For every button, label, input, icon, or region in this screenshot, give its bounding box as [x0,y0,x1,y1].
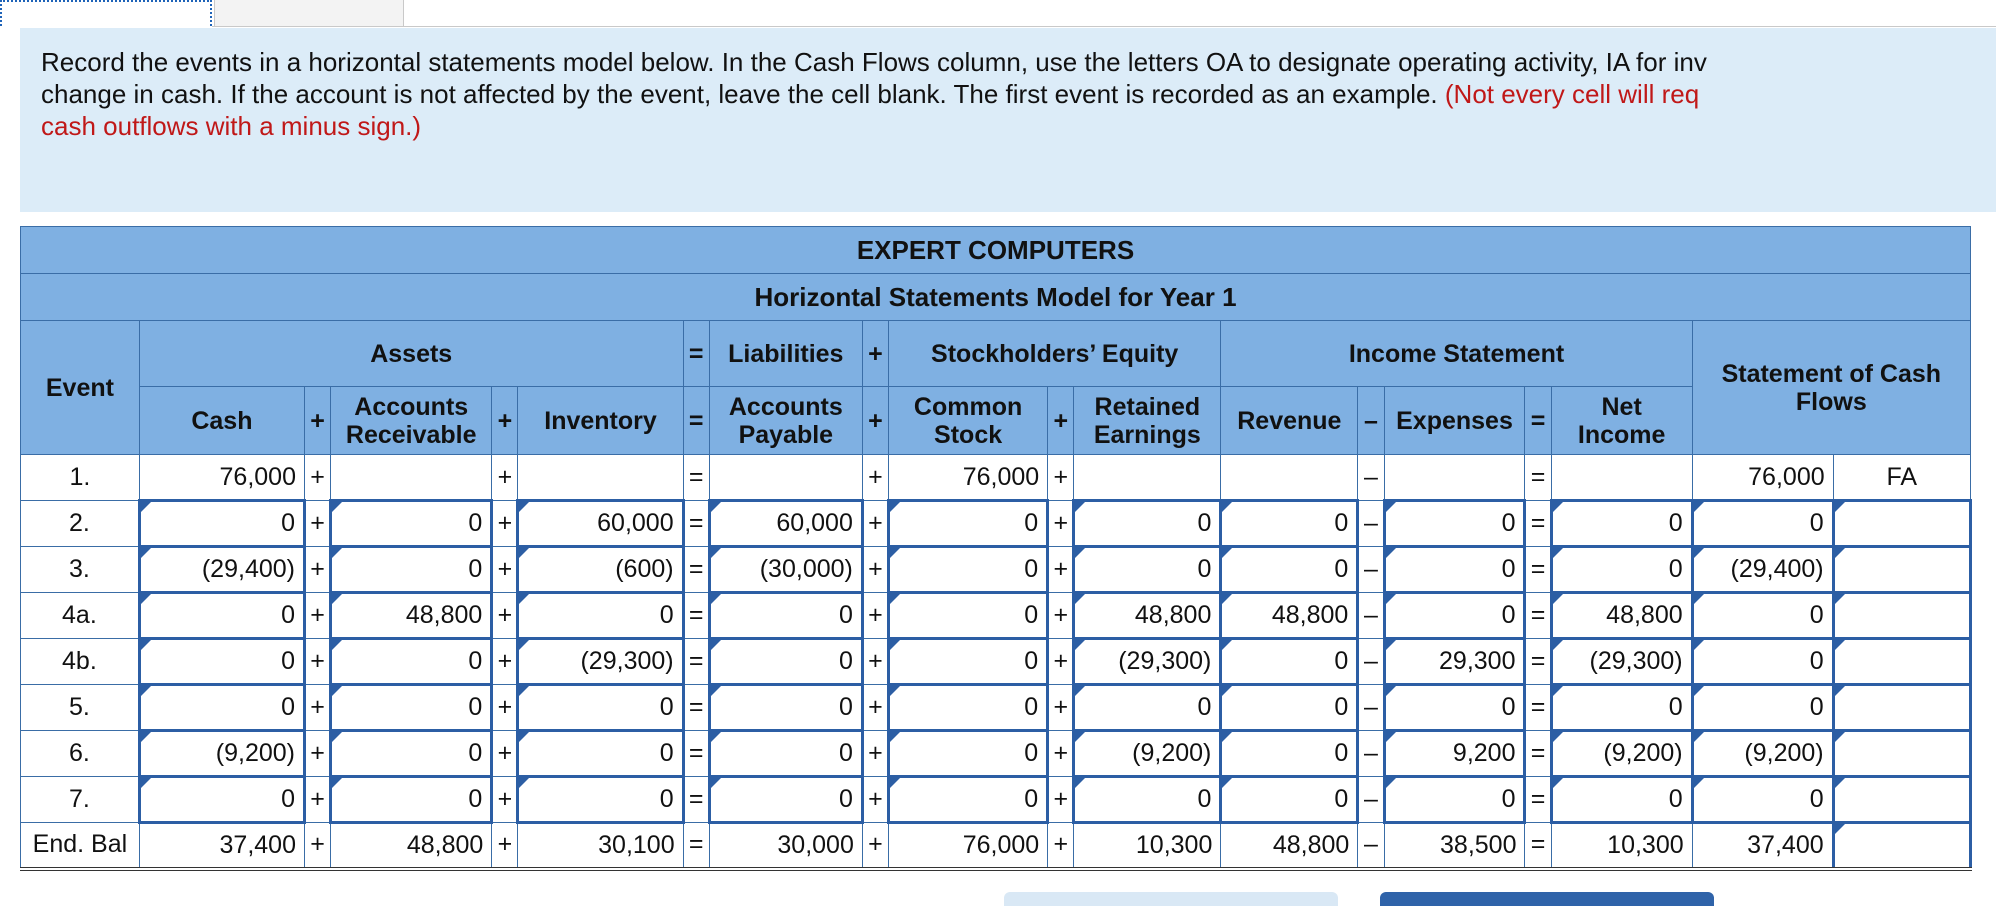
plus-operator: + [862,501,888,547]
tab-required-active[interactable] [0,0,212,26]
accounts-receivable-cell[interactable]: 0 [331,777,492,823]
net-income-cell[interactable]: (29,300) [1551,639,1692,685]
revenue-cell [1221,455,1358,501]
cash-flow-amount-cell: 76,000 [1692,455,1833,501]
minus-operator: – [1358,685,1384,731]
minus-operator: – [1358,501,1384,547]
plus-operator: + [492,593,518,639]
accounts-receivable-header [331,387,492,455]
plus-operator: + [1048,455,1074,501]
net-income-line-2: Income [1577,420,1666,449]
retained-earnings-header [1074,387,1221,455]
event-header: Event [21,321,140,455]
accounts-payable-cell[interactable]: (30,000) [709,547,862,593]
retained-earnings-cell[interactable]: 0 [1074,547,1221,593]
plus-operator: + [862,547,888,593]
equals-operator: = [683,387,709,455]
table-row [21,777,1971,823]
common-stock-cell[interactable]: 0 [889,731,1048,777]
equals-operator: = [683,731,709,777]
cash-flow-amount-cell[interactable]: 0 [1692,593,1833,639]
event-label: 4b. [21,639,140,685]
plus-operator: + [1048,387,1074,455]
minus-operator: – [1358,387,1384,455]
accounts-payable-header [709,387,862,455]
plus-operator: + [862,823,888,869]
minus-operator: – [1358,731,1384,777]
cash-flow-amount-cell: 37,400 [1692,823,1833,869]
minus-operator: – [1358,777,1384,823]
revenue-cell[interactable]: 0 [1221,501,1358,547]
cash-cell[interactable]: (9,200) [139,731,304,777]
accounts-receivable-cell[interactable]: 0 [331,731,492,777]
accounts-payable-cell[interactable]: 60,000 [709,501,862,547]
cash-flow-amount-cell[interactable]: (29,400) [1692,547,1833,593]
expenses-cell[interactable]: 29,300 [1384,639,1525,685]
plus-operator: + [304,547,330,593]
table-row [21,685,1971,731]
plus-operator: + [862,685,888,731]
net-income-cell [1551,455,1692,501]
net-income-cell[interactable]: 48,800 [1551,593,1692,639]
accounts-receivable-cell [331,455,492,501]
common-stock-cell[interactable]: 0 [889,547,1048,593]
accounts-payable-cell [709,455,862,501]
instructions-line-3: cash outflows with a minus sign.) [41,111,422,141]
revenue-cell[interactable]: 0 [1221,731,1358,777]
cash-flow-activity-cell[interactable] [1833,639,1970,685]
inventory-header: Inventory [518,387,683,455]
question-tab-bar [0,0,1996,26]
revenue-cell[interactable]: 0 [1221,547,1358,593]
cash-cell[interactable]: 0 [139,777,304,823]
plus-operator: + [492,823,518,869]
instructions-line-2 [41,78,1996,110]
plus-operator: + [492,387,518,455]
accounts-payable-line-1: Accounts [728,392,843,421]
event-label: 4a. [21,593,140,639]
cash-flow-activity-cell[interactable] [1833,501,1970,547]
inventory-cell[interactable]: (29,300) [518,639,683,685]
expenses-cell [1384,455,1525,501]
equals-operator: = [1525,501,1551,547]
net-income-cell[interactable]: 0 [1551,777,1692,823]
instructions-line-2-text: change in cash. If the account is not affected by the event, leave the cell blank. The first event is recorded as an example. [41,79,1438,109]
plus-operator: + [1048,777,1074,823]
cash-flow-activity-cell[interactable] [1833,685,1970,731]
cash-flows-header: Statement of Cash Flows [1692,321,1970,455]
accounts-payable-cell[interactable]: 0 [709,685,862,731]
equals-operator: = [1525,639,1551,685]
plus-operator: + [492,777,518,823]
stockholders-equity-header: Stockholders’ Equity [889,321,1221,387]
plus-operator: + [862,321,888,387]
table-row [21,547,1971,593]
plus-operator: + [492,455,518,501]
plus-operator: + [304,501,330,547]
plus-operator: + [304,685,330,731]
cash-cell[interactable]: 0 [139,593,304,639]
event-label: 5. [21,685,140,731]
equals-operator: = [1525,593,1551,639]
plus-operator: + [1048,823,1074,869]
plus-operator: + [492,685,518,731]
accounts-payable-cell[interactable]: 0 [709,639,862,685]
minus-operator: – [1358,823,1384,869]
revenue-cell: 48,800 [1221,823,1358,869]
common-stock-cell[interactable]: 0 [889,593,1048,639]
equals-operator: = [683,547,709,593]
cash-flow-amount-cell[interactable]: (9,200) [1692,731,1833,777]
table-row [21,593,1971,639]
retained-earnings-line-2: Earnings [1093,420,1201,449]
retained-earnings-cell[interactable]: 0 [1074,685,1221,731]
inventory-cell[interactable]: 0 [518,685,683,731]
plus-operator: + [1048,501,1074,547]
retained-earnings-cell[interactable]: 0 [1074,777,1221,823]
expenses-cell: 38,500 [1384,823,1525,869]
model-body [21,455,1971,869]
cash-flow-activity-cell[interactable] [1833,823,1970,869]
net-income-cell[interactable]: 0 [1551,547,1692,593]
retained-earnings-cell: 10,300 [1074,823,1221,869]
event-label: 7. [21,777,140,823]
cash-cell[interactable]: (29,400) [139,547,304,593]
instructions-line-1: Record the events in a horizontal statements model below. In the Cash Flows column, use the letters OA to designate operating activity, IA for inv [41,47,1707,77]
cash-cell[interactable]: 0 [139,639,304,685]
accounts-payable-cell: 30,000 [709,823,862,869]
plus-operator: + [492,639,518,685]
event-label: 6. [21,731,140,777]
plus-operator: + [1048,547,1074,593]
common-stock-cell[interactable]: 0 [889,685,1048,731]
equals-operator: = [1525,685,1551,731]
common-stock-header [889,387,1048,455]
cash-cell: 76,000 [139,455,304,501]
cash-cell: 37,400 [139,823,304,869]
horizontal-statements-model-table [20,226,1972,871]
inventory-cell[interactable]: 0 [518,731,683,777]
plus-operator: + [492,547,518,593]
cash-cell[interactable]: 0 [139,685,304,731]
inventory-cell: 30,100 [518,823,683,869]
plus-operator: + [304,387,330,455]
common-stock-cell: 76,000 [889,455,1048,501]
plus-operator: + [1048,731,1074,777]
accounts-payable-cell[interactable]: 0 [709,593,862,639]
revenue-cell[interactable]: 48,800 [1221,593,1358,639]
accounts-payable-line-2: Payable [738,420,834,449]
inventory-cell [518,455,683,501]
plus-operator: + [862,777,888,823]
equals-operator: = [683,777,709,823]
expenses-cell[interactable]: 0 [1384,593,1525,639]
inventory-cell[interactable]: 0 [518,777,683,823]
accounts-payable-cell[interactable]: 0 [709,777,862,823]
plus-operator: + [304,731,330,777]
accounts-receivable-line-2: Receivable [345,420,477,449]
retained-earnings-cell[interactable]: 48,800 [1074,593,1221,639]
plus-operator: + [862,455,888,501]
instructions-box [20,28,1996,212]
equals-operator: = [683,685,709,731]
equals-operator: = [683,455,709,501]
cash-header: Cash [139,387,304,455]
inventory-cell[interactable]: (600) [518,547,683,593]
table-row [21,501,1971,547]
accounts-receivable-cell[interactable]: 0 [331,685,492,731]
inventory-cell[interactable]: 0 [518,593,683,639]
net-income-cell[interactable]: 0 [1551,685,1692,731]
plus-operator: + [1048,639,1074,685]
expenses-cell[interactable]: 0 [1384,501,1525,547]
plus-operator: + [862,639,888,685]
common-stock-cell[interactable]: 0 [889,777,1048,823]
net-income-line-1: Net [1601,392,1642,421]
accounts-receivable-cell[interactable]: 48,800 [331,593,492,639]
retained-earnings-cell [1074,455,1221,501]
plus-operator: + [304,777,330,823]
liabilities-header: Liabilities [709,321,862,387]
common-stock-cell: 76,000 [889,823,1048,869]
equals-operator: = [1525,731,1551,777]
plus-operator: + [862,387,888,455]
plus-operator: + [1048,593,1074,639]
tab-divider-line [212,26,1996,27]
expenses-cell[interactable]: 0 [1384,685,1525,731]
event-label: 1. [21,455,140,501]
plus-operator: + [862,593,888,639]
cash-flow-amount-cell[interactable]: 0 [1692,639,1833,685]
plus-operator: + [304,823,330,869]
revenue-cell[interactable]: 0 [1221,777,1358,823]
equals-operator: = [1525,455,1551,501]
event-label: 3. [21,547,140,593]
plus-operator: + [1048,685,1074,731]
plus-operator: + [492,501,518,547]
equals-operator: = [683,639,709,685]
minus-operator: – [1358,593,1384,639]
common-stock-line-1: Common [913,392,1023,421]
equals-operator: = [683,321,709,387]
retained-earnings-line-1: Retained [1094,392,1201,421]
equals-operator: = [1525,547,1551,593]
revenue-cell[interactable]: 0 [1221,685,1358,731]
table-row [21,639,1971,685]
income-statement-header: Income Statement [1221,321,1692,387]
cash-cell[interactable]: 0 [139,501,304,547]
company-name: EXPERT COMPUTERS [21,227,1971,274]
accounts-payable-cell[interactable]: 0 [709,731,862,777]
accounts-receivable-line-1: Accounts [354,392,469,421]
equals-operator: = [683,501,709,547]
cash-flow-activity-cell[interactable] [1833,593,1970,639]
model-subtitle: Horizontal Statements Model for Year 1 [21,274,1971,321]
expenses-header: Expenses [1384,387,1525,455]
accounts-receivable-cell[interactable]: 0 [331,547,492,593]
net-income-cell: 10,300 [1551,823,1692,869]
minus-operator: – [1358,455,1384,501]
minus-operator: – [1358,547,1384,593]
net-income-cell[interactable]: 0 [1551,501,1692,547]
cash-flow-activity-cell[interactable] [1833,731,1970,777]
plus-operator: + [304,593,330,639]
plus-operator: + [862,731,888,777]
cash-flow-amount-cell[interactable]: 0 [1692,501,1833,547]
retained-earnings-cell[interactable]: (29,300) [1074,639,1221,685]
equals-operator: = [683,593,709,639]
common-stock-line-2: Stock [934,420,1003,449]
revenue-cell[interactable]: 0 [1221,639,1358,685]
retained-earnings-cell[interactable]: (9,200) [1074,731,1221,777]
common-stock-cell[interactable]: 0 [889,639,1048,685]
tab-required-next[interactable] [214,0,404,26]
expenses-cell[interactable]: 0 [1384,547,1525,593]
plus-operator: + [492,731,518,777]
equals-operator: = [1525,777,1551,823]
cash-flow-amount-cell[interactable]: 0 [1692,685,1833,731]
table-row [21,823,1971,869]
common-stock-cell[interactable]: 0 [889,501,1048,547]
instructions-note-red: (Not every cell will req [1437,79,1700,109]
minus-operator: – [1358,639,1384,685]
event-label: 2. [21,501,140,547]
accounts-receivable-cell[interactable]: 0 [331,639,492,685]
table-row [21,731,1971,777]
prev-button[interactable] [1004,892,1338,906]
inventory-cell[interactable]: 60,000 [518,501,683,547]
equals-operator: = [1525,387,1551,455]
cash-flow-activity-cell: FA [1833,455,1970,501]
accounts-receivable-cell: 48,800 [331,823,492,869]
net-income-cell[interactable]: (9,200) [1551,731,1692,777]
revenue-header: Revenue [1221,387,1358,455]
equals-operator: = [683,823,709,869]
next-button[interactable] [1380,892,1714,906]
accounts-receivable-cell[interactable]: 0 [331,501,492,547]
event-label: End. Bal [21,823,140,869]
plus-operator: + [304,455,330,501]
retained-earnings-cell[interactable]: 0 [1074,501,1221,547]
cash-flow-activity-cell[interactable] [1833,547,1970,593]
assets-header: Assets [139,321,683,387]
cash-flow-amount-cell[interactable]: 0 [1692,777,1833,823]
plus-operator: + [304,639,330,685]
net-income-header [1551,387,1692,455]
expenses-cell[interactable]: 0 [1384,777,1525,823]
equals-operator: = [1525,823,1551,869]
cash-flow-activity-cell[interactable] [1833,777,1970,823]
expenses-cell[interactable]: 9,200 [1384,731,1525,777]
table-row [21,455,1971,501]
